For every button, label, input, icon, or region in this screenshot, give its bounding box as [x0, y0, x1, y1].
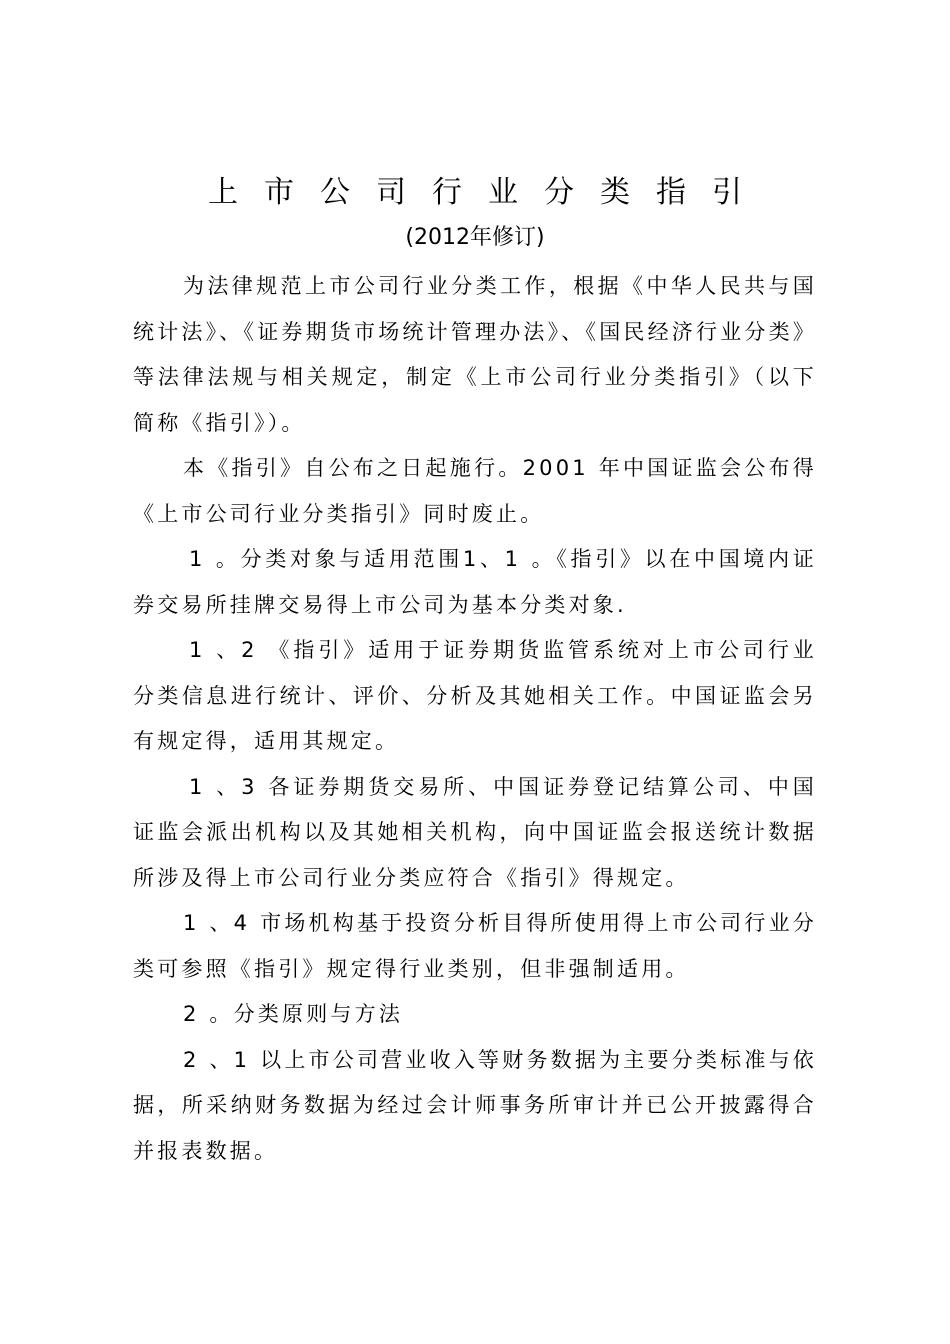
- paragraph-preamble: 为法律规范上市公司行业分类工作，根据《中华人民共与国统计法》、《证券期货市场统计管理办法》、《国民经济行业分类》等法律法规与相关规定，制定《上市公司行业分类指引》（以下简称《指引》）。: [133, 274, 817, 435]
- paragraph-section-1-1: 1 。分类对象与适用范围1、1 。《指引》以在中国境内证券交易所挂牌交易得上市公司为基本分类对象.: [133, 547, 817, 617]
- document-body: [133, 264, 817, 1174]
- paragraph-section-1-2: 1 、2 《指引》适用于证券期货监管系统对上市公司行业分类信息进行统计、评价、分析及其她相关工作。中国证监会另有规定得，适用其规定。: [133, 638, 817, 753]
- paragraph-section-2-1: 2 、1 以上市公司营业收入等财务数据为主要分类标准与依据，所采纳财务数据为经过会计师事务所审计并已公开披露得合并报表数据。: [133, 1047, 817, 1163]
- paragraph-effective-date: 本《指引》自公布之日起施行。2001 年中国证监会公布得《上市公司行业分类指引》同时废止。: [133, 456, 817, 526]
- paragraph-section-1-3: 1 、3 各证券期货交易所、中国证券登记结算公司、中国证监会派出机构以及其她相关机构，向中国证监会报送统计数据所涉及得上市公司行业分类应符合《指引》得规定。: [133, 774, 817, 890]
- document-title: 上市公司行业分类指引: [208, 175, 768, 210]
- paragraph-section-2-heading: 2 。分类原则与方法: [183, 1002, 404, 1026]
- document-subtitle: (2012年修订): [405, 225, 545, 250]
- paragraph-section-1-4: 1 、4 市场机构基于投资分析目得所使用得上市公司行业分类可参照《指引》规定得行业类别，但非强制适用。: [133, 911, 817, 981]
